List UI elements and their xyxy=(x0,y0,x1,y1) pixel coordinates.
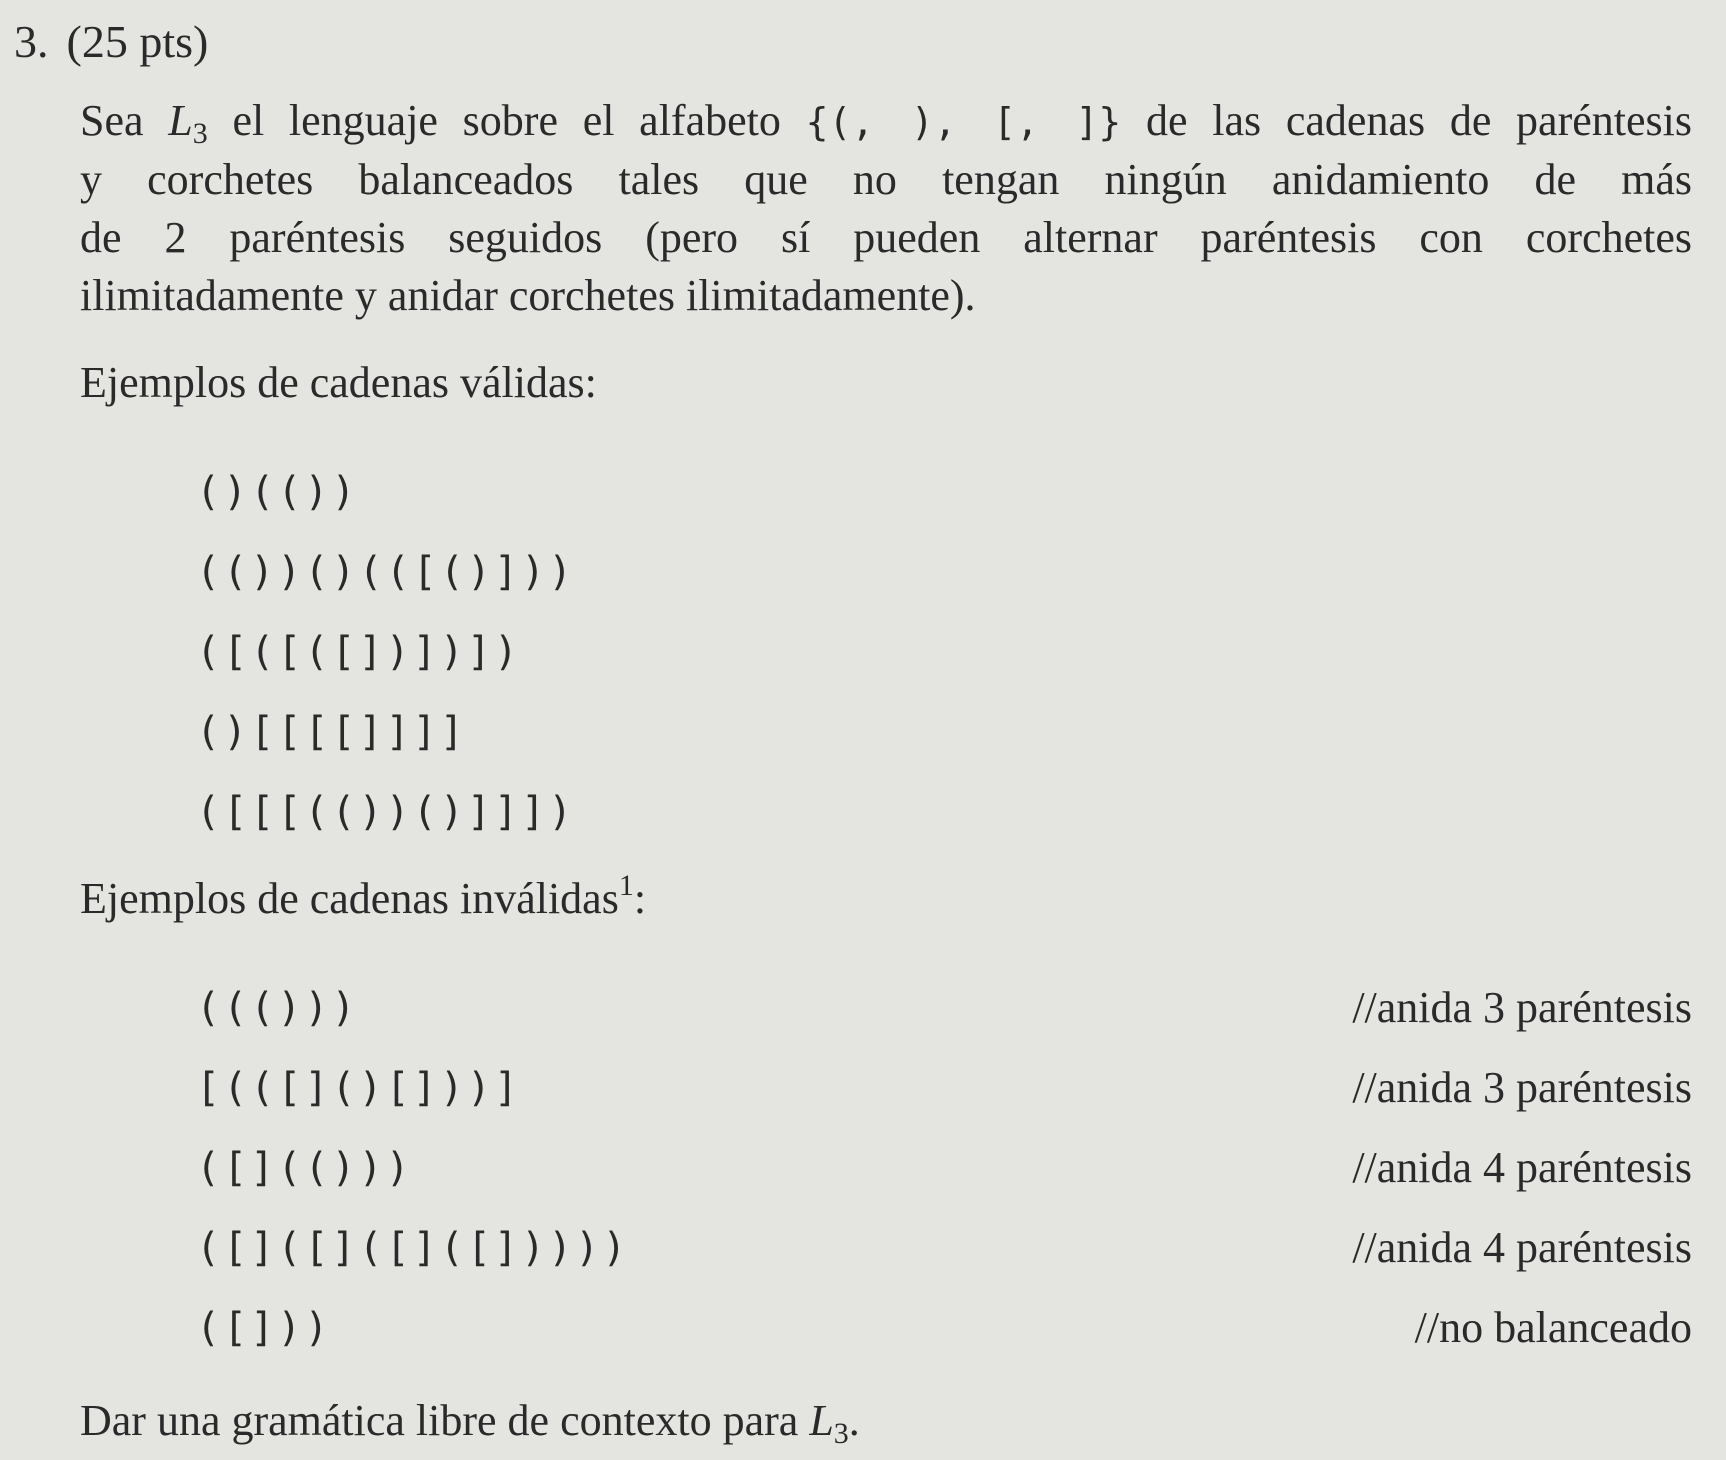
invalid-example xyxy=(196,1288,1692,1368)
invalid-example-comment: //anida 4 paréntesis xyxy=(1352,1143,1692,1192)
invalid-example-code: ([])) xyxy=(196,1305,332,1351)
invalid-example-code: ((())) xyxy=(196,985,359,1031)
invalid-example xyxy=(196,1048,1692,1128)
invalid-example xyxy=(196,1208,1692,1288)
problem-statement xyxy=(80,92,1692,325)
invalid-example-comment: //no balanceado xyxy=(1414,1303,1692,1352)
problem-header xyxy=(14,14,208,70)
problem-points: (25 pts) xyxy=(66,16,209,67)
invalid-examples-label-suffix: : xyxy=(633,874,647,923)
task-text: Dar una gramática libre de contexto para xyxy=(80,1396,810,1445)
statement-line-3: de 2 paréntesis seguidos (pero sí pueden alternar paréntesis con corchetes xyxy=(80,213,1692,262)
valid-example-code: ()(()) xyxy=(196,469,359,515)
valid-example xyxy=(196,692,1692,772)
valid-example-code: ([[[(())()]]]) xyxy=(196,789,576,835)
language-symbol: L xyxy=(168,96,193,145)
valid-example xyxy=(196,612,1692,692)
invalid-example xyxy=(196,968,1692,1048)
statement-text: Sea xyxy=(80,96,169,145)
task-language-subscript: 3 xyxy=(833,1417,849,1450)
language-subscript: 3 xyxy=(192,117,208,150)
invalid-example-comment: //anida 3 paréntesis xyxy=(1352,1063,1692,1112)
statement-line-2: y corchetes balanceados tales que no tengan ningún anidamiento de más xyxy=(80,155,1692,204)
invalid-example-code: ([](())) xyxy=(196,1145,413,1191)
valid-example-code: ()[[[[]]]] xyxy=(196,709,467,755)
invalid-example xyxy=(196,1128,1692,1208)
invalid-examples-list xyxy=(196,968,1692,1368)
valid-examples-list xyxy=(196,452,1692,852)
alphabet-set: {(, ), [, ]} xyxy=(805,100,1122,144)
problem-number: 3. xyxy=(14,16,49,67)
statement-line-4: ilimitadamente y anidar corchetes ilimitadamente). xyxy=(80,271,976,320)
statement-text: el lenguaje sobre el alfabeto xyxy=(207,96,806,145)
valid-examples-label: Ejemplos de cadenas válidas: xyxy=(80,358,597,407)
invalid-examples-label-text: Ejemplos de cadenas inválidas xyxy=(80,874,619,923)
valid-example xyxy=(196,532,1692,612)
invalid-example-code: ([]([]([]([])))) xyxy=(196,1225,630,1271)
statement-line-1 xyxy=(80,92,1692,151)
valid-example-code: ([([([])])]) xyxy=(196,629,521,675)
invalid-example-comment: //anida 4 paréntesis xyxy=(1352,1223,1692,1272)
valid-example xyxy=(196,452,1692,532)
statement-text: de las cadenas de paréntesis xyxy=(1121,96,1692,145)
task-instruction xyxy=(80,1392,860,1450)
task-end: . xyxy=(848,1396,860,1445)
footnote-mark: 1 xyxy=(618,869,634,902)
invalid-example-code: [(([]()[]))] xyxy=(196,1065,521,1111)
invalid-example-comment: //anida 3 paréntesis xyxy=(1352,983,1692,1032)
valid-example-code: (())()(([()])) xyxy=(196,549,576,595)
valid-example xyxy=(196,772,1692,852)
task-language-symbol: L xyxy=(809,1396,834,1445)
invalid-examples-label xyxy=(80,870,646,928)
